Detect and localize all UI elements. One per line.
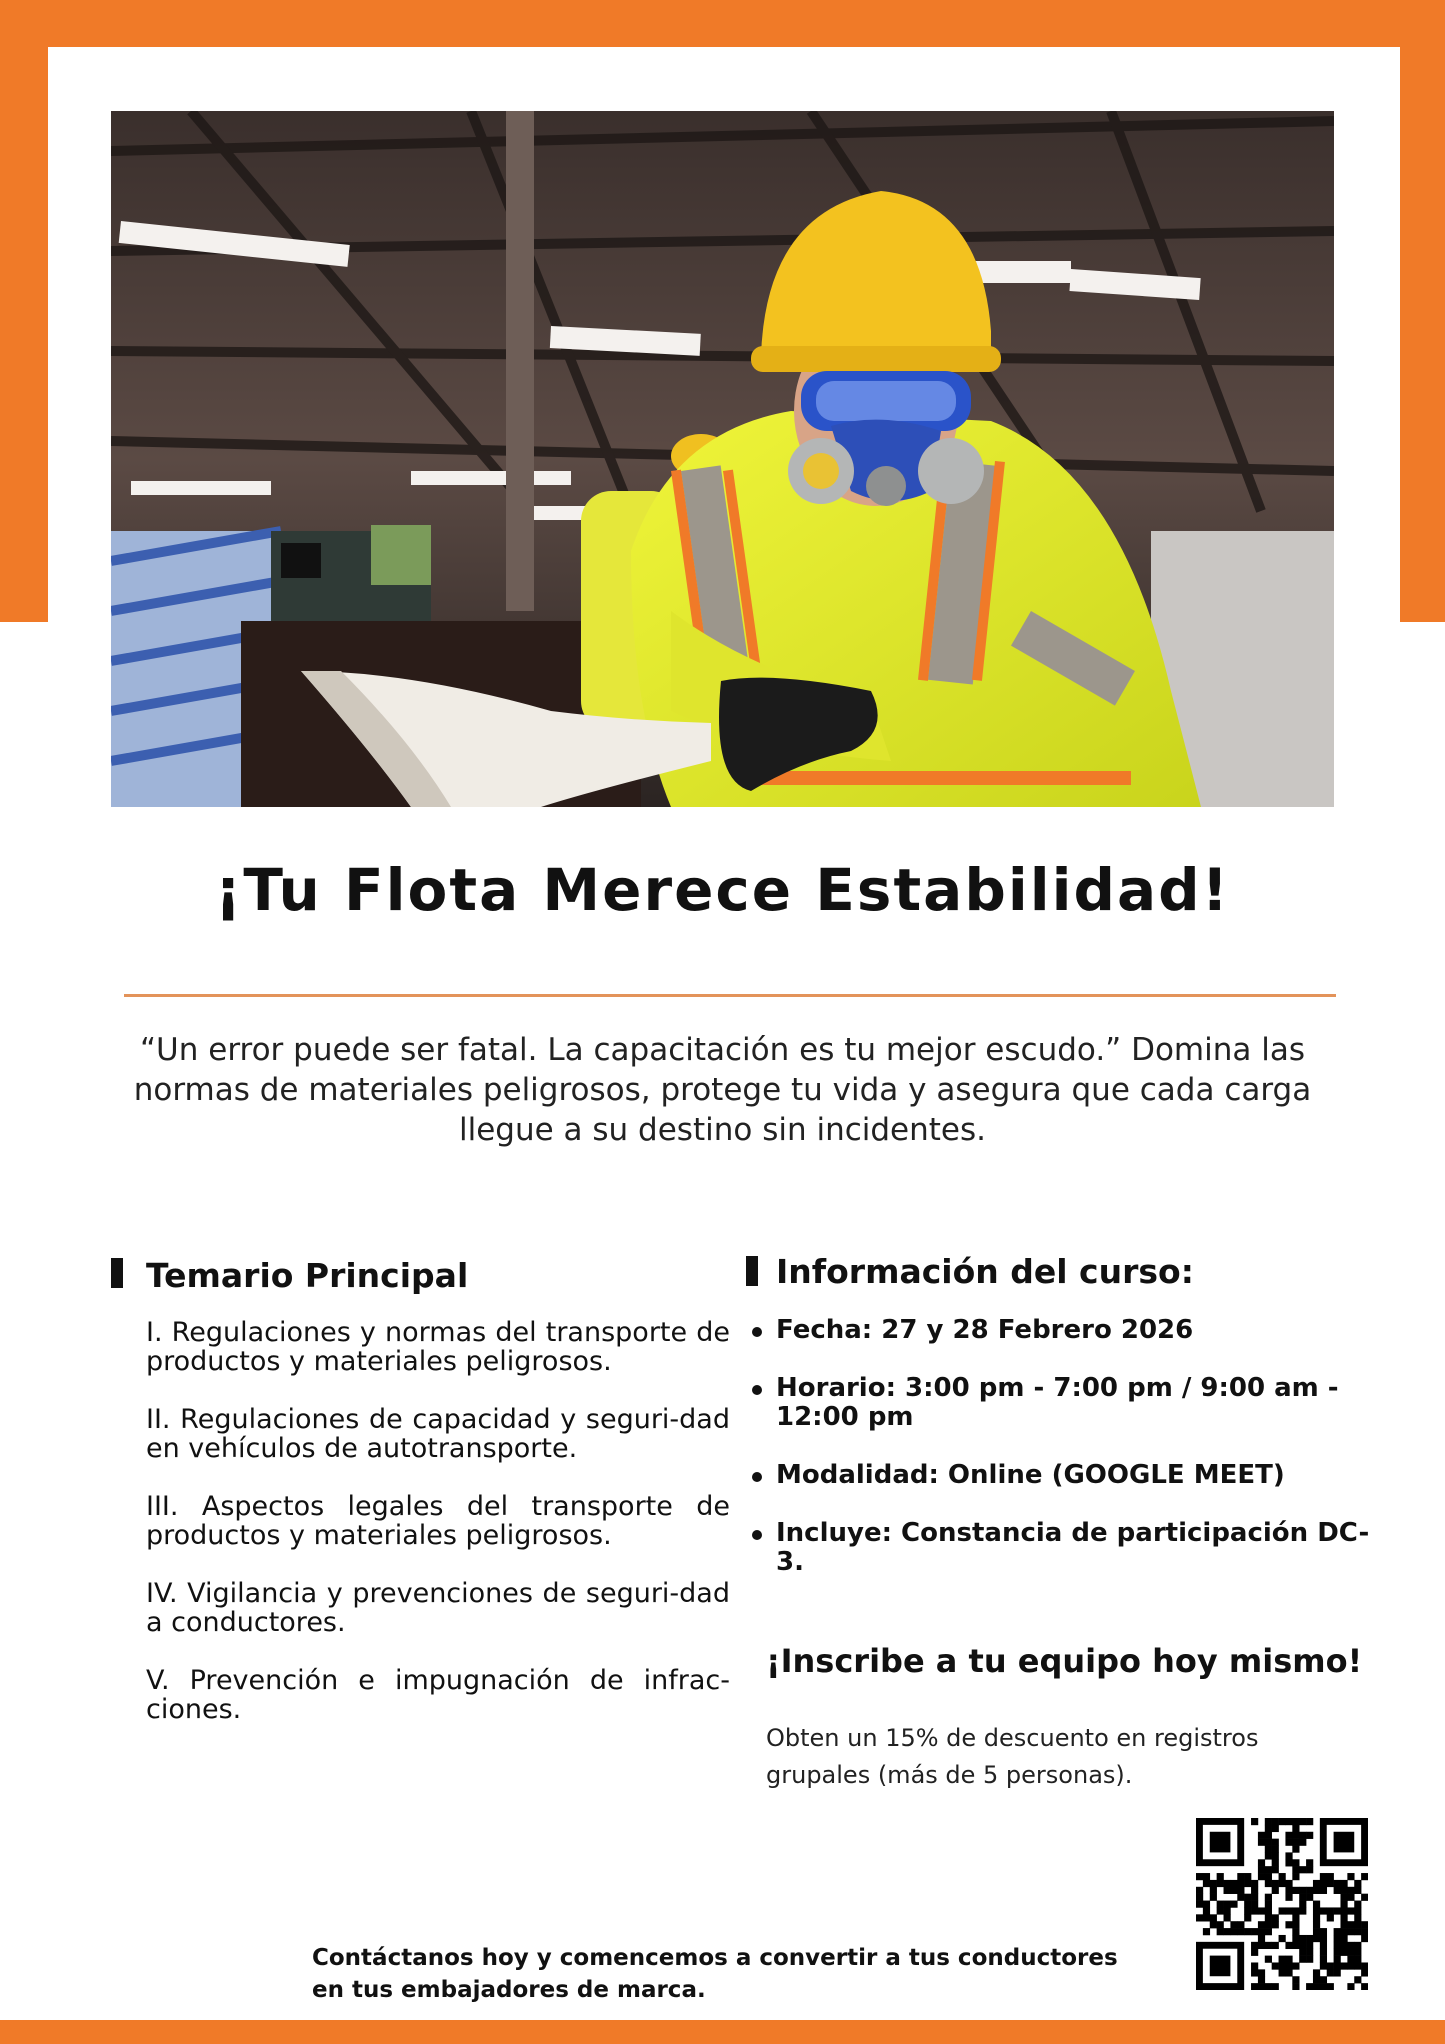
course-info-list [752, 1316, 1372, 1606]
syllabus-item: I. Regulaciones y normas del transporte de productos y materiales peligrosos. [146, 1317, 730, 1377]
course-includes: Incluye: Constancia de participación DC-3. [752, 1519, 1372, 1577]
cta-title: ¡Inscribe a tu equipo hoy mismo! [766, 1642, 1363, 1680]
syllabus-marker [111, 1258, 123, 1288]
cta-text: Obten un 15% de descuento en registros grupales (más de 5 personas). [766, 1724, 1259, 1789]
orange-frame-bottom [0, 2020, 1445, 2044]
contact-text: Contáctanos hoy y comencemos a convertir a tus conductores en tus embajadores de marca. [312, 1945, 1118, 2003]
syllabus-list [146, 1318, 730, 1753]
hero-photo [111, 111, 1334, 807]
course-info-marker [746, 1256, 758, 1286]
syllabus-item: IV. Vigilancia y prevenciones de seguri-dad a conductores. [146, 1578, 730, 1638]
syllabus-item: V. Prevención e impugnación de infrac-ciones. [146, 1665, 730, 1725]
qr-code-icon[interactable] [1196, 1818, 1368, 1990]
course-info-title: Información del curso: [776, 1252, 1194, 1291]
course-date: Fecha: 27 y 28 Febrero 2026 [752, 1316, 1372, 1345]
syllabus-title: Temario Principal [146, 1256, 469, 1295]
syllabus-item: II. Regulaciones de capacidad y seguri-dad en vehículos de autotransporte. [146, 1404, 730, 1464]
syllabus-item: III. Aspectos legales del transporte de productos y materiales peligrosos. [146, 1491, 730, 1551]
divider [124, 994, 1336, 997]
intro-quote: “Un error puede ser fatal. La capacitación es tu mejor escudo.” Domina las normas de materiales peligrosos, protege tu vida y asegura que cada carga llegue a su destino sin incidentes. [133, 1032, 1312, 1148]
course-schedule: Horario: 3:00 pm - 7:00 pm / 9:00 am - 12:00 pm [752, 1374, 1372, 1432]
course-modality: Modalidad: Online (GOOGLE MEET) [752, 1461, 1372, 1490]
headline: ¡Tu Flota Merece Estabilidad! [214, 856, 1231, 924]
